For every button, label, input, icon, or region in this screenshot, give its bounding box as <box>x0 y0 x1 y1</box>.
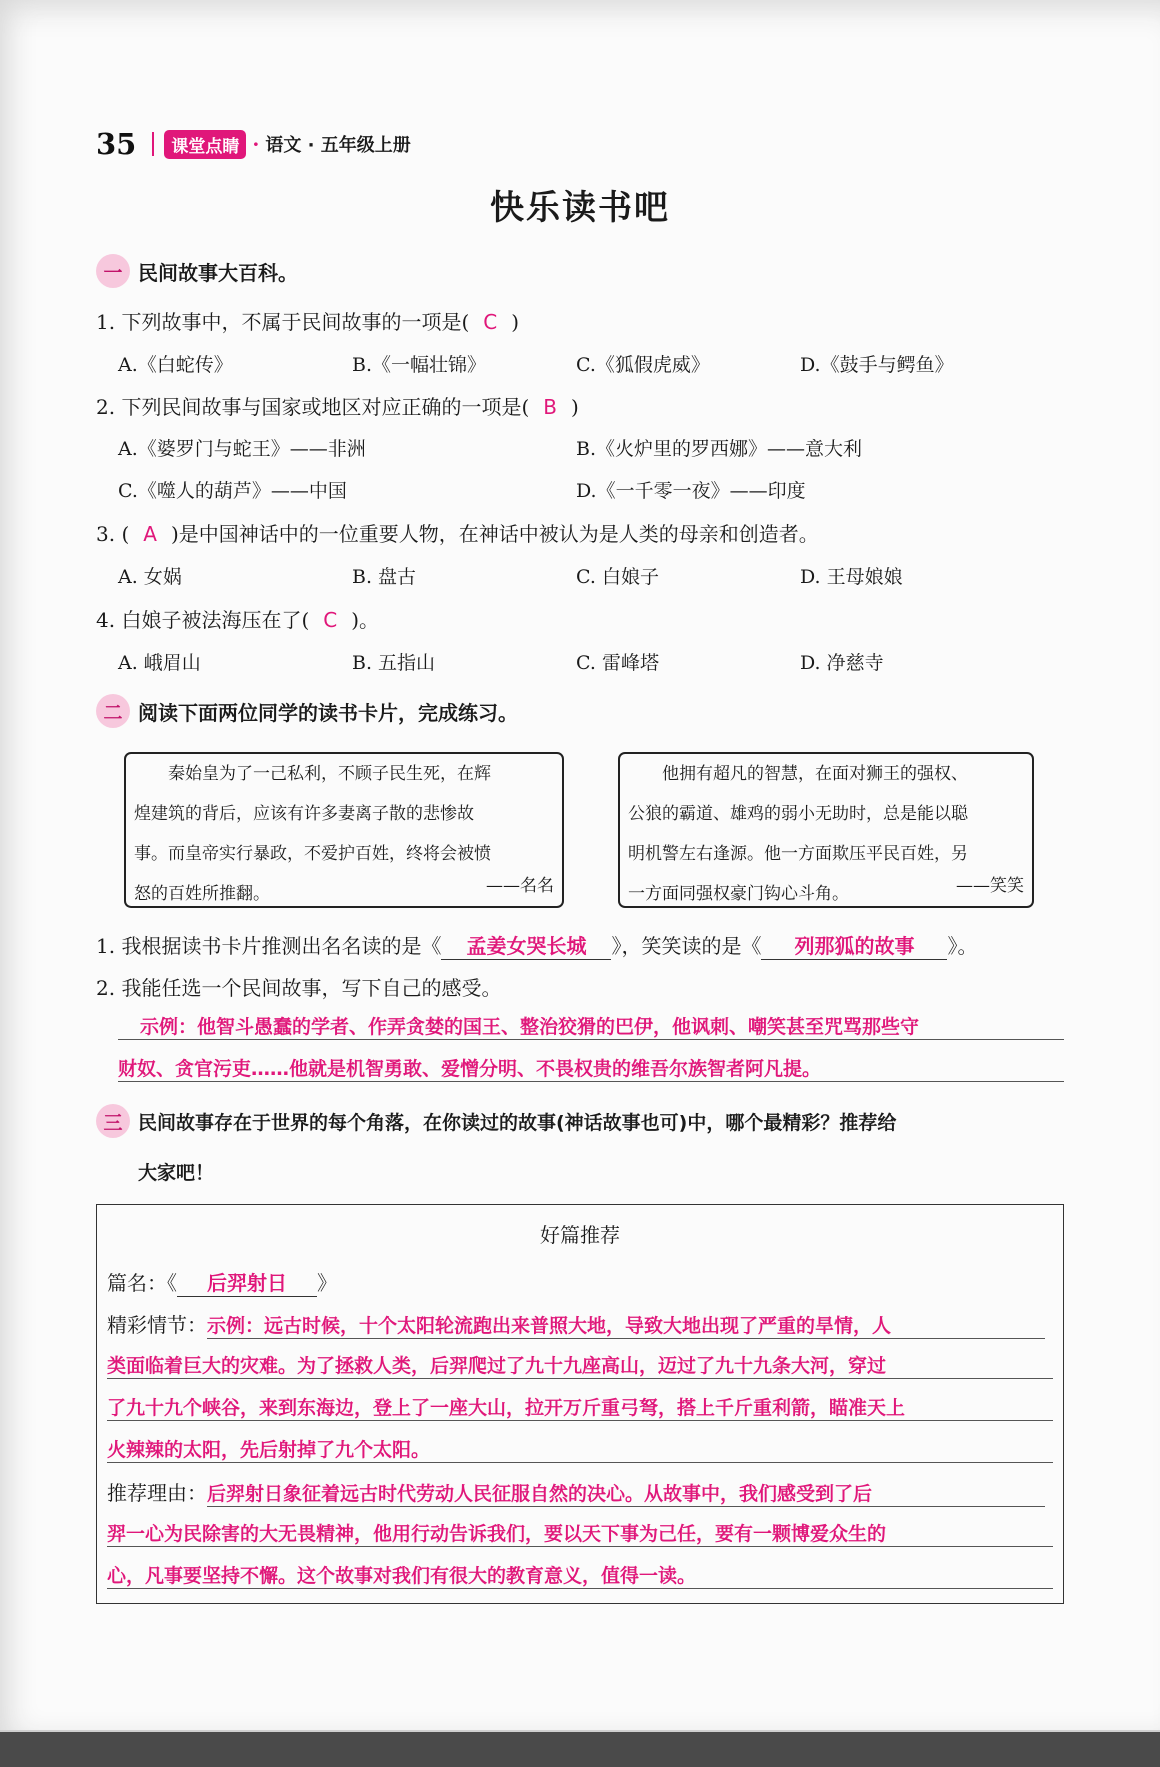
card-left-line: 怒的百姓所推翻。 <box>134 884 270 904</box>
s1-q4-option-a: A. 峨眉山 <box>118 652 201 674</box>
s1-q2-option-c: C.《噬人的葫芦》——中国 <box>118 480 347 502</box>
card-right-signature: ——笑笑 <box>956 876 1024 896</box>
card-right-line: 他拥有超凡的智慧，在面对狮王的强权、 <box>662 764 968 784</box>
s2-q1-text-2: 》，笑笑读的是《 <box>611 934 762 958</box>
s1-q1-option-c: C.《狐假虎威》 <box>576 354 710 376</box>
story-name-row <box>107 1267 337 1297</box>
s1-q3-option-a: A. 女娲 <box>118 566 182 588</box>
s1-q4-close: )。 <box>351 608 380 632</box>
s1-q4-option-b: B. 五指山 <box>352 652 436 674</box>
reason-line: 羿一心为民除害的大无畏精神，他用行动告诉我们，要以天下事为己任，要有一颗博爱众生的 <box>107 1519 1053 1547</box>
section2-heading <box>96 694 518 728</box>
reason-line: 后羿射日象征着远古时代劳动人民征服自然的决心。从故事中，我们感受到了后 <box>207 1479 1045 1507</box>
book-title: 语文 · 五年级上册 <box>265 135 411 156</box>
s2-q1-text-1: 1. 我根据读书卡片推测出名名读的是《 <box>96 934 442 958</box>
s1-q2 <box>96 391 579 420</box>
s1-q3-text: )是中国神话中的一位重要人物，在神话中被认为是人类的母亲和创造者。 <box>170 522 819 546</box>
card-right-line: 公狼的霸道、雄鸡的弱小无助时，总是能以聪 <box>628 804 968 824</box>
s2-q1-answer-2: 列那狐的故事 <box>761 930 947 960</box>
section2-title: 阅读下面两位同学的读书卡片，完成练习。 <box>138 700 518 725</box>
s1-q4-option-c: C. 雷峰塔 <box>576 652 659 674</box>
plot-label: 精彩情节： <box>107 1313 207 1337</box>
card-right-line: 一方面同强权豪门钩心斗角。 <box>628 884 849 904</box>
card-left-line: 事。而皇帝实行暴政，不爱护百姓，终将会被愤 <box>134 844 491 864</box>
page-title: 快乐读书吧 <box>490 188 670 228</box>
page-number: 35 <box>96 127 137 161</box>
card-left-signature: ——名名 <box>486 876 554 896</box>
story-name-label: 篇名：《 <box>107 1271 177 1295</box>
card-left-line: 秦始皇为了一己私利，不顾子民生死，在辉 <box>168 764 491 784</box>
s1-q1 <box>96 306 519 335</box>
s2-q1-answer-1: 孟姜女哭长城 <box>441 930 611 960</box>
s1-q2-option-a: A.《婆罗门与蛇王》——非洲 <box>118 438 366 460</box>
s1-q3-option-d: D. 王母娘娘 <box>800 566 903 588</box>
s2-q2-prompt: 2. 我能任选一个民间故事，写下自己的感受。 <box>96 976 502 1000</box>
reason-line: 心，凡事要坚持不懈。这个故事对我们有很大的教育意义，值得一读。 <box>107 1561 1053 1589</box>
s1-q1-close: ) <box>511 310 520 334</box>
s1-q2-text: 2. 下列民间故事与国家或地区对应正确的一项是( <box>96 395 530 419</box>
section3-badge: 三 <box>96 1104 130 1138</box>
story-name-answer: 后羿射日 <box>177 1267 317 1297</box>
header-dot: · <box>252 132 260 156</box>
s1-q1-option-d: D.《鼓手与鳄鱼》 <box>800 354 954 376</box>
plot-line: 类面临着巨大的灾难。为了拯救人类，后羿爬过了九十九座高山，迈过了九十九条大河，穿过 <box>107 1351 1053 1379</box>
s1-q3-option-c: C. 白娘子 <box>576 566 659 588</box>
reading-card-right <box>618 752 1034 908</box>
s1-q1-answer: C <box>483 310 498 334</box>
section1-heading <box>96 254 298 288</box>
s2-q1 <box>96 930 977 960</box>
s1-q4-answer: C <box>323 608 338 632</box>
s1-q4-text: 4. 白娘子被法海压在了( <box>96 608 310 632</box>
s1-q3 <box>96 518 819 547</box>
s1-q2-option-b: B.《火炉里的罗西娜》——意大利 <box>576 438 863 460</box>
s1-q4-option-d: D. 净慈寺 <box>800 652 884 674</box>
reason-label: 推荐理由： <box>107 1481 207 1505</box>
s2-q1-text-3: 》。 <box>947 934 978 958</box>
story-name-close: 》 <box>317 1271 337 1295</box>
plot-row <box>107 1309 1053 1339</box>
s1-q2-close: ) <box>570 395 579 419</box>
section3-heading <box>96 1104 896 1138</box>
recommendation-title: 好篇推荐 <box>540 1223 620 1247</box>
s1-q2-answer: B <box>543 395 557 419</box>
card-left-line: 煌建筑的背后，应该有许多妻离子散的悲惨故 <box>134 804 474 824</box>
section3-title-cont: 大家吧！ <box>138 1162 215 1184</box>
card-right-line: 明机警左右逢源。他一方面欺压平民百姓，另 <box>628 844 968 864</box>
section1-badge: 一 <box>96 254 130 288</box>
plot-line: 了九十九个峡谷，来到东海边，登上了一座大山，拉开万斤重弓弩，搭上千斤重利箭，瞄准天上 <box>107 1393 1053 1421</box>
brand-tag: 课堂点睛 <box>164 130 246 159</box>
section2-badge: 二 <box>96 694 130 728</box>
s2-q2-answer-line: 财奴、贪官污吏……他就是机智勇敢、爱憎分明、不畏权贵的维吾尔族智者阿凡提。 <box>118 1054 1064 1082</box>
plot-line: 火辣辣的太阳，先后射掉了九个太阳。 <box>107 1435 1053 1463</box>
recommendation-box <box>96 1204 1064 1604</box>
s1-q1-option-a: A.《白蛇传》 <box>118 354 233 376</box>
section3-title: 民间故事存在于世界的每个角落，在你读过的故事(神话故事也可)中，哪个最精彩？推荐给 <box>138 1111 897 1134</box>
s2-q2-answer-line: 示例：他智斗愚蠢的学者、作弄贪婪的国王、整治狡猾的巴伊，他讽刺、嘲笑甚至咒骂那些守 <box>118 1012 1064 1040</box>
s1-q4 <box>96 604 379 633</box>
page-header <box>96 124 411 164</box>
s1-q1-text: 1. 下列故事中，不属于民间故事的一项是( <box>96 310 470 334</box>
reading-card-left <box>124 752 564 908</box>
s1-q2-option-d: D.《一千零一夜》——印度 <box>576 480 806 502</box>
plot-line: 示例：远古时候，十个太阳轮流跑出来普照大地，导致大地出现了严重的旱情，人 <box>207 1311 1045 1339</box>
s1-q3-open: 3. ( <box>96 522 130 546</box>
s1-q1-option-b: B.《一幅壮锦》 <box>352 354 487 376</box>
s1-q3-option-b: B. 盘古 <box>352 566 417 588</box>
section1-title: 民间故事大百科。 <box>138 260 298 285</box>
header-divider <box>152 132 154 156</box>
s1-q3-answer: A <box>143 522 157 546</box>
reason-row <box>107 1477 1053 1507</box>
